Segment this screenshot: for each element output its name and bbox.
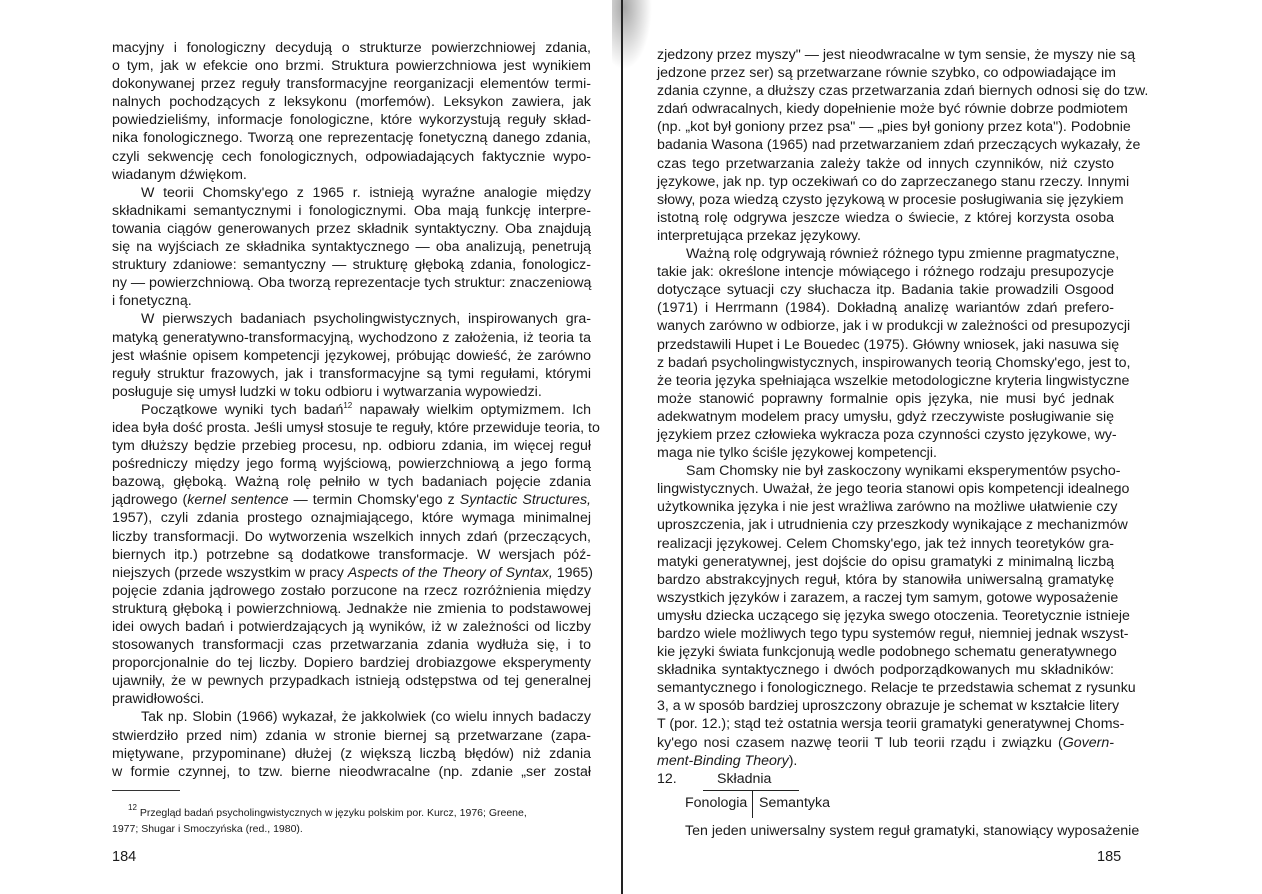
left-page-body	[112, 39, 600, 781]
text-line: że teoria języka spełniająca wszelkie metodologiczne kryteria lingwistyczne	[657, 372, 1130, 389]
text-line: nalnych pochodzących z leksykonu (morfemów). Leksykon zawiera, jak	[112, 94, 591, 111]
text-line: jest właśnie opisem kompetencji językowej, próbując dowieść, że zarówno	[112, 347, 591, 364]
text-line: wiadanym dźwiękom.	[112, 166, 247, 183]
text-line: słowy, poza wiedzą czysto językową w procesie posługiwania się językiem	[657, 191, 1124, 208]
figure-label-semantics: Semantyka	[759, 795, 830, 811]
text-line: zdania czynne, a dłuższy czas przetwarzania zdań biernych odnosi się do tzw.	[657, 83, 1149, 100]
figure-label-phonology: Fonologia	[685, 795, 748, 811]
text-line: idei owych badań i potwierdzających ją wyników, iż w zależności od liczby	[112, 619, 591, 635]
text-line: umysłu dziecka uczącego się języka swego otoczenia. Teoretycznie istnieje	[657, 607, 1130, 624]
text-line: liczby transformacji. Do wytworzenia wszelkich innych zdań (przeczących,	[112, 528, 591, 545]
text-segment: Początkowe wyniki tych badań	[141, 401, 344, 418]
text-line: Sam Chomsky nie był zaskoczony wynikami eksperymentów psycho-	[686, 463, 1121, 480]
figure-label-syntax: Składnia	[717, 771, 772, 787]
text-line: towania ciągów generowanych przez składnik syntaktyczny. Oba znajdują	[112, 220, 591, 237]
text-line: bardzo wiele możliwych tego typu systemów reguł, niemniej jednak wszyst-	[657, 626, 1129, 642]
text-line: składnika syntaktycznego i dwóch podporządkowanych mu składników:	[657, 662, 1114, 679]
text-line: prawidłowości.	[112, 691, 205, 708]
text-line: czyli sekwencję cech fonologicznych, odpowiadających faktycznie wypo-	[112, 148, 591, 165]
text-line: maga nie tylko ściśle językowej kompetencji.	[657, 445, 937, 462]
text-line: z badań psycholingwistycznych, inspirowanych teorią Chomsky'ego, jest to,	[657, 354, 1131, 371]
text-line: proporcjonalnie do tej liczby. Dopiero bardziej drobiazgowe eksperymenty	[112, 655, 591, 672]
text-line	[112, 401, 591, 419]
text-line: pośredniczy między jego formą wyjściową, powierzchniową a jego formą	[112, 456, 591, 473]
figure-vertical-bar	[752, 790, 753, 818]
text-line: składnikami semantycznymi i fonologicznymi. Oba mają funkcję interpre-	[112, 202, 591, 219]
text-line: W pierwszych badaniach psycholingwistycznych, inspirowanych gra-	[141, 311, 591, 328]
footnote-line-2: 1977; Shugar i Smoczyńska (red., 1980).	[112, 823, 303, 835]
footnote-divider	[112, 790, 180, 791]
text-line: Ważną rolę odgrywają również różnego typu zmienne pragmatyczne,	[686, 246, 1120, 263]
text-line	[657, 734, 1114, 752]
figure-number: 12.	[657, 771, 677, 787]
text-line	[657, 752, 1114, 770]
text-segment: niejszych (przede wszystkim w pracy	[112, 564, 348, 581]
text-line: językowe, jak np. typ oczekiwań co do zaprzeczanego stanu rzeczy. Innymi	[657, 173, 1130, 190]
text-line: bazową, głęboką. Ważną rolę pełniło w tych badaniach pojęcie zdania	[112, 474, 591, 491]
text-line: nika fonologicznego. Tworzą one reprezentację fonetyczną danego zdania,	[112, 130, 591, 147]
text-line: 1957), czyli zdania prostego oznajmiającego, które wymaga minimalnej	[112, 510, 591, 527]
text-segment: jądrowego (	[112, 492, 188, 509]
text-line: posługuje się umysł ludzki w toku odbioru i wytwarzania wypowiedzi.	[112, 383, 542, 400]
text-line: semantycznego i fonologicznego. Relacje te przedstawia schemat z rysunku	[657, 680, 1136, 697]
footnote-text-1: Przegląd badań psycholingwistycznych w języku polskim por. Kurcz, 1976; Greene,	[139, 807, 527, 819]
text-line: zjedzony przez myszy" — jest nieodwracalne w tym sensie, że myszy nie są	[657, 47, 1136, 63]
text-segment: ky'ego nosi czasem nazwę teorii T lub teorii rządu i związku (	[657, 734, 1063, 751]
text-line: struktury zdaniowe: semantyczny — strukturę głęboką zdania, fonologicz-	[112, 257, 591, 274]
text-line: Tak np. Slobin (1966) wykazał, że jakkolwiek (co wielu innych badaczy	[141, 709, 591, 726]
text-line: językiem przez człowieka wykracza poza czynności czysto językowe, wy-	[657, 426, 1117, 443]
text-line: i fonetyczną.	[112, 293, 192, 310]
text-line: przedstawili Hupet i Le Bouedec (1975). Główny wniosek, jaki nasuwa się	[657, 336, 1120, 353]
text-line: dotyczące sytuacji czy słuchacza itp. Badania takie prowadzili Osgood	[657, 282, 1114, 299]
italic-text: Syntactic Structures,	[459, 492, 591, 509]
paragraph-after-figure: Ten jeden uniwersalny system reguł gramatyki, stanowiący wyposażenie	[685, 823, 1140, 839]
binding-shadow	[612, 0, 652, 70]
text-segment: — termin Chomsky'ego z	[288, 492, 460, 509]
italic-text: ment-Binding Theory	[657, 752, 789, 769]
footnote-number: 12	[128, 803, 137, 812]
right-page-body	[657, 46, 1149, 770]
text-line: reguły struktur frazowych, jak i transformacyjne są tymi regułami, którymi	[112, 365, 591, 382]
text-line: istotną rolę odgrywa jeszcze wiedza o świecie, z której korzysta osoba	[657, 209, 1114, 226]
footnote	[112, 805, 591, 837]
text-line: wanych zarówno w odbiorze, jak i w produkcji w zależności od presupozycji	[657, 318, 1131, 335]
text-segment: 1965)	[552, 564, 594, 581]
text-line: interpretująca przekaz językowy.	[657, 227, 861, 244]
text-line: ujawniły, że w pewnych przypadkach istnieją odstępstwa od tej generalnej	[112, 673, 591, 690]
italic-text: Govern-	[1062, 734, 1114, 751]
text-line	[112, 564, 594, 582]
text-line: bardzo abstrakcyjnych reguł, która by stanowiła uniwersalną gramatykę	[657, 571, 1114, 588]
text-line: matyką generatywno-transformacyjną, wychodzono z założenia, iż teoria ta	[112, 329, 591, 346]
footnote-ref: 12	[343, 400, 353, 410]
text-line: uproszczenia, jak i utrudnienia czy przeszkody wynikające z mechanizmów	[657, 517, 1128, 534]
text-line: pojęcie zdania jądrowego zostało porzucone na rzecz rozróżnienia między	[112, 582, 591, 599]
text-line: może stanowić poprawny formalnie opis języka, nie musi być jednak	[657, 390, 1114, 407]
text-line: matyki generatywnej, jest dojście do opisu gramatyki z minimalną liczbą	[657, 553, 1114, 570]
figure-horizontal-bar	[703, 790, 799, 791]
text-line: tym dłuższy będzie przebieg procesu, np. odbioru zdania, im więcej reguł	[112, 438, 591, 455]
text-line: dokonywanej przez reguły transformacyjne reorganizacji elementów termi-	[112, 76, 591, 93]
text-line: realizacji językowej. Celem Chomsky'ego, jak też innych teoretyków gra-	[657, 535, 1114, 552]
text-line: powiedzieliśmy, informacje fonologiczne, które wykorzystują reguły skład-	[112, 112, 591, 129]
text-line: wszystkich języków i zarazem, a raczej tym samym, gotowe wyposażenie	[657, 589, 1119, 606]
text-line: kie języki świata funkcjonują wedle podobnego schematu generatywnego	[657, 644, 1117, 661]
text-line: ny — powierzchniową. Oba tworzą reprezentacje tych struktur: znaczeniową	[112, 275, 592, 292]
text-line: (1971) i Herrmann (1984). Dokładną analizę wariantów zdań prefero-	[657, 300, 1114, 317]
text-line: adekwatnym modelem pracy umysłu, gdyż rzeczywiste posługiwanie się	[657, 408, 1114, 425]
page-number-left: 184	[112, 849, 137, 865]
text-line: macyjny i fonologiczny decydują o strukturze powierzchniowej zdania,	[112, 40, 591, 56]
text-line: miętywane, przypominane) dłużej (z większą liczbą błędów) niż zdania	[112, 745, 591, 762]
text-line: takie jak: określone intencje mówiącego i różnego rodzaju presupozycje	[657, 264, 1114, 281]
text-line: się na wyjściach ze składnika syntaktycznego — oba analizują, penetrują	[112, 239, 591, 256]
italic-text: Aspects of the Theory of Syntax,	[347, 564, 553, 581]
text-line: (np. „kot był goniony przez psa" — „pies był goniony przez kota"). Podobnie	[657, 119, 1131, 136]
text-line: T (por. 12.); stąd też ostatnia wersja teorii gramatyki generatywnej Choms-	[657, 716, 1125, 733]
text-segment: ).	[788, 752, 798, 769]
text-line: lingwistycznych. Uważał, że jego teoria stanowi opis kompetencji idealnego	[657, 481, 1130, 498]
text-line: stosowanych transformacji czas przetwarzania zdania wydłuża się, i to	[112, 637, 591, 654]
page-number-right: 185	[1097, 849, 1122, 865]
text-line	[112, 491, 591, 509]
text-line: w formie czynnej, to tzw. bierne nieodwracalne (np. zdanie „ser został	[112, 763, 591, 780]
text-line: idea była dość prosta. Jeśli umysł stosuje te reguły, które przewiduje teoria, to	[112, 419, 600, 436]
book-gutter	[621, 0, 623, 894]
text-line: badania Wasona (1965) nad przetwarzaniem zdań przeczących wykazały, że	[657, 137, 1141, 154]
text-line: W teorii Chomsky'ego z 1965 r. istnieją wyraźne analogie między	[141, 184, 591, 201]
text-line: 3, a w sposób bardziej uproszczony obrazuje je schemat w kształcie litery	[657, 698, 1120, 715]
text-line: stwierdziło przed nim) zdania w stronie biernej są przetwarzane (zapa-	[112, 727, 591, 744]
text-line: czas tego przetwarzania zależy także od innych czynników, niż czysto	[657, 155, 1114, 172]
text-line: użytkownika języka i nie jest wrażliwa zarówno na możliwe ułatwienie czy	[657, 499, 1118, 516]
text-segment: napawały wielkim optymizmem. Ich	[352, 401, 591, 418]
text-line: zdań odwracalnych, kiedy dopełnienie może być równie dobrze podmiotem	[657, 101, 1128, 118]
text-line: o tym, jak w efekcie ono brzmi. Struktura powierzchniowa jest wynikiem	[112, 58, 591, 75]
text-line: strukturą głęboką i powierzchniową. Jednakże nie zmienia to podstawowej	[112, 600, 591, 617]
text-line: jedzone przez ser) są przetwarzane równie szybko, co odpowiadające im	[657, 65, 1116, 82]
italic-text: kernel sentence	[187, 492, 289, 509]
text-line: biernych itp.) potrzebne są dodatkowe transformacje. W wersjach póź-	[112, 546, 591, 563]
footnote-line-1	[112, 805, 591, 821]
